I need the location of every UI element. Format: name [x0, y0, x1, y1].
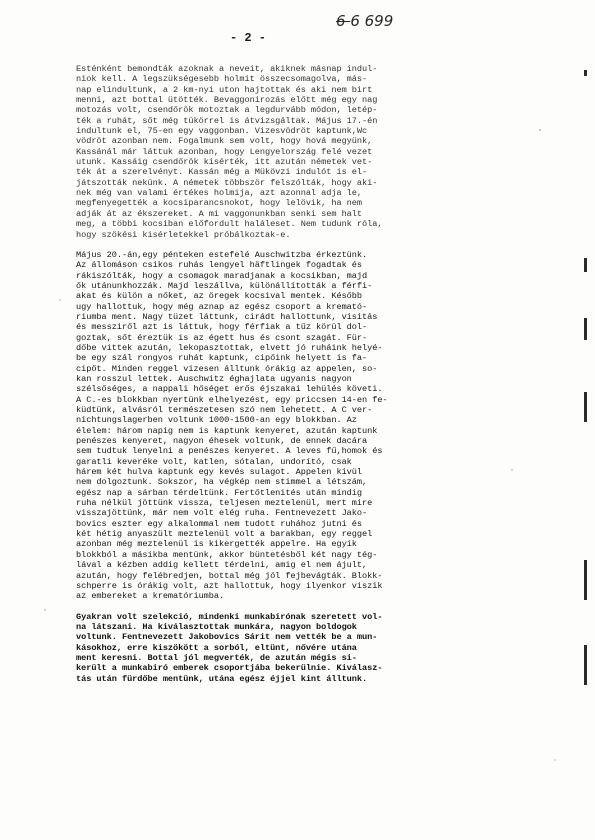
text-line: sem tudtuk lenyelni a penészes kenyeret. A leves fű,homok és [76, 446, 383, 457]
paragraph-selection [76, 612, 520, 684]
margin-mark [584, 318, 587, 340]
text-line: nap elindultunk, a 2 km-nyi uton hajtottak és aki nem birt [76, 84, 373, 95]
document-body [76, 64, 520, 694]
text-line: az embereket a krematóriumba. [76, 591, 225, 602]
text-line: ruha nélkül jöttünk vissza, teljesen meztelenül, mert mire [76, 498, 373, 509]
text-line: rákiszólták, hogy a csomagok maradjanak a kocsikban, majd [76, 270, 368, 281]
text-line: azután, hogy felébredjen, bottal még jól fejbevágták. Blokk- [76, 570, 383, 581]
margin-mark [584, 645, 587, 685]
text-line: garatli keveréke volt, katlen, sótalan, undorító, csak [76, 456, 352, 467]
text-line: kan rosszul lettek. Auschwitz éghajlata ugyanis nagyon [76, 373, 352, 384]
text-line: ték át a szerelvényt. Kassán még a Mükövzi indulót is el- [76, 167, 368, 178]
text-line: nem dolgoztunk. Sokszor, ha végkép nem stimmel a létszám, [76, 477, 368, 488]
text-line: dőbe vittek azután, lekopasztottak, elvett jó ruháink helyé- [76, 342, 383, 353]
text-line: vödröt azonban nem. Fogalmunk sem volt, hogy hová megyünk, [76, 136, 373, 147]
text-line: motozás volt, csendőrök motoztak a legdurvább módon, letép- [76, 105, 378, 116]
margin-mark [584, 70, 587, 76]
text-line: lával a kézben addig kellett térdelni, amig el nem ájult, [76, 560, 368, 571]
text-line: Esténként bemondták azoknak a neveit, akiknek másnap indul- [76, 64, 378, 74]
text-line: penészes kenyeret, nagyon éhesek voltunk, de ennek dacára [76, 436, 368, 447]
text-line: Az állomáson csikos ruhás lengyel häftlingek fogadtak és [76, 260, 362, 271]
text-line: blokkból a másikba mentünk, akkor büntetésből két nagy tég- [76, 549, 378, 560]
archive-number-current: 6 699 [350, 12, 394, 30]
text-line: meg, a többi kocsiban előfordult haláleset. Nem tudunk róla, [76, 219, 383, 230]
archive-number [336, 12, 393, 30]
page-number: - 2 - [230, 31, 267, 45]
margin-mark [584, 392, 587, 422]
text-line: egész nap a sárban térdeltünk. Fertőtlenités után mindig [76, 487, 362, 498]
text-line: cipőt. Minden reggel vizesen álltunk órákig az appelen, so- [76, 363, 378, 374]
text-line: nek még van valami értékes holmija, azt azonnal adja le, [76, 188, 362, 199]
text-line: Kassánál már láttuk azonban, hogy Lengyelország felé vezet [76, 146, 373, 157]
text-line: niok kell. A legszükségesebb holmit összecsomagolva, más- [76, 74, 368, 85]
text-line: menni, azt bottal ütötték. Bevaggonirozás előtt még egy nag [76, 95, 378, 106]
text-line: indultunk el, 75-en egy vaggonban. Vizesvödröt kaptunk,Wc [76, 126, 368, 137]
text-line: Gyakran volt szelekció, mindenki munkabirónak szeretett vol- [76, 611, 383, 622]
text-line: riumba ment. Nagy tüzet láttunk, cirádt hallottunk, visitás [76, 311, 378, 322]
text-line: adják át az ékszereket. A mi vaggonunkban senki sem halt [76, 208, 362, 219]
text-line: kásokhoz, erre kiszökött a sorból, eltünt, nővére utána [76, 642, 357, 653]
text-line: be egy szál rongyos ruhát kaptunk, cipőink helyett is fa- [76, 353, 368, 364]
text-line: voltunk. Fentnevezett Jakobovics Sárit nem vették be a mun- [76, 632, 378, 643]
paragraph-auschwitz-arrival [76, 250, 520, 602]
text-line: visszajöttünk, már nem volt elég ruha. Fentnevezett Jako- [76, 508, 368, 519]
text-line: került a munkabiró emberek csoportjába bekerülnie. Kiválasz- [76, 663, 383, 674]
margin-mark [584, 258, 587, 272]
text-line: szélsőséges, a nappali hőséget erős éjszakai lehülés követi. [76, 384, 383, 395]
text-line: két hétig anyaszült meztelenül volt a barakban, egy reggel [76, 529, 373, 540]
text-line: bovics eszter egy alkalommal nem tudott ruhához jutni és [76, 518, 362, 529]
text-line: ték a ruhát, sőt még tükörrel is átvizsgáltak. Május 17.-én [76, 115, 378, 126]
text-line: játszották nekünk. A németek többször felszólták, hogy aki- [76, 177, 378, 188]
text-line: hárem két hulva kaptunk egy kevés sulagot. Appelen kivül [76, 467, 362, 478]
text-line: élelem: három napig nem is kaptunk kenyeret, azután kaptunk [76, 425, 378, 436]
text-line: ugy hallottuk, hogy még aznap az egész csoport a kremató- [76, 301, 368, 312]
text-line: Május 20.-án,egy pénteken estefelé Auschwitzba érkeztünk. [76, 249, 368, 260]
text-line: tás után fürdőbe mentünk, utána egész éjjel kint álltunk. [76, 673, 368, 684]
text-line: ment keresni. Bottal jól megverték, de azután mégis si- [76, 652, 357, 663]
text-line: megfenyegették a kocsiparancsnokot, hogy lelövik, ha nem [76, 198, 362, 209]
text-line: akat és külön a nőket, az öregek kocsival mentek. Később [76, 291, 362, 302]
archive-number-struck: 6 [336, 12, 351, 30]
paragraph-deportation [76, 64, 520, 240]
margin-mark [584, 560, 587, 600]
text-line: schperre is órákig volt, azt hallottuk, hogy ilyenkor viszik [76, 580, 383, 591]
text-line: azonban még meztelenül is kikergették appelre. Ha egyik [76, 539, 357, 550]
text-line: goztak, sőt éreztük is az égett hus és csont szagát. Für- [76, 332, 368, 343]
text-line: na látszani. Ha kiválasztottak munkára, nagyon boldogok [76, 621, 357, 632]
text-line: ők utánunkhozzák. Majd leszállva, különállították a férfi- [76, 280, 373, 291]
text-line: A C.-es blokkban nyertünk elhelyezést, egy priccsen 14-en fe- [76, 394, 388, 405]
text-line: hogy szökési kisérletekkel próbálkoztak-e. [76, 229, 291, 240]
text-line: utunk. Kassáig csendőrök kisérték, itt azután németek vet- [76, 157, 373, 168]
text-line: nichtungslagerben voltunk 1000-1500-an egy blokkban. Az [76, 415, 357, 426]
text-line: küdtünk, alvásról természetesen szó nem lehetett. A C ver- [76, 405, 373, 415]
text-line: és messziről azt is láttuk, hogy férfiak a tűz körül dol- [76, 322, 368, 333]
